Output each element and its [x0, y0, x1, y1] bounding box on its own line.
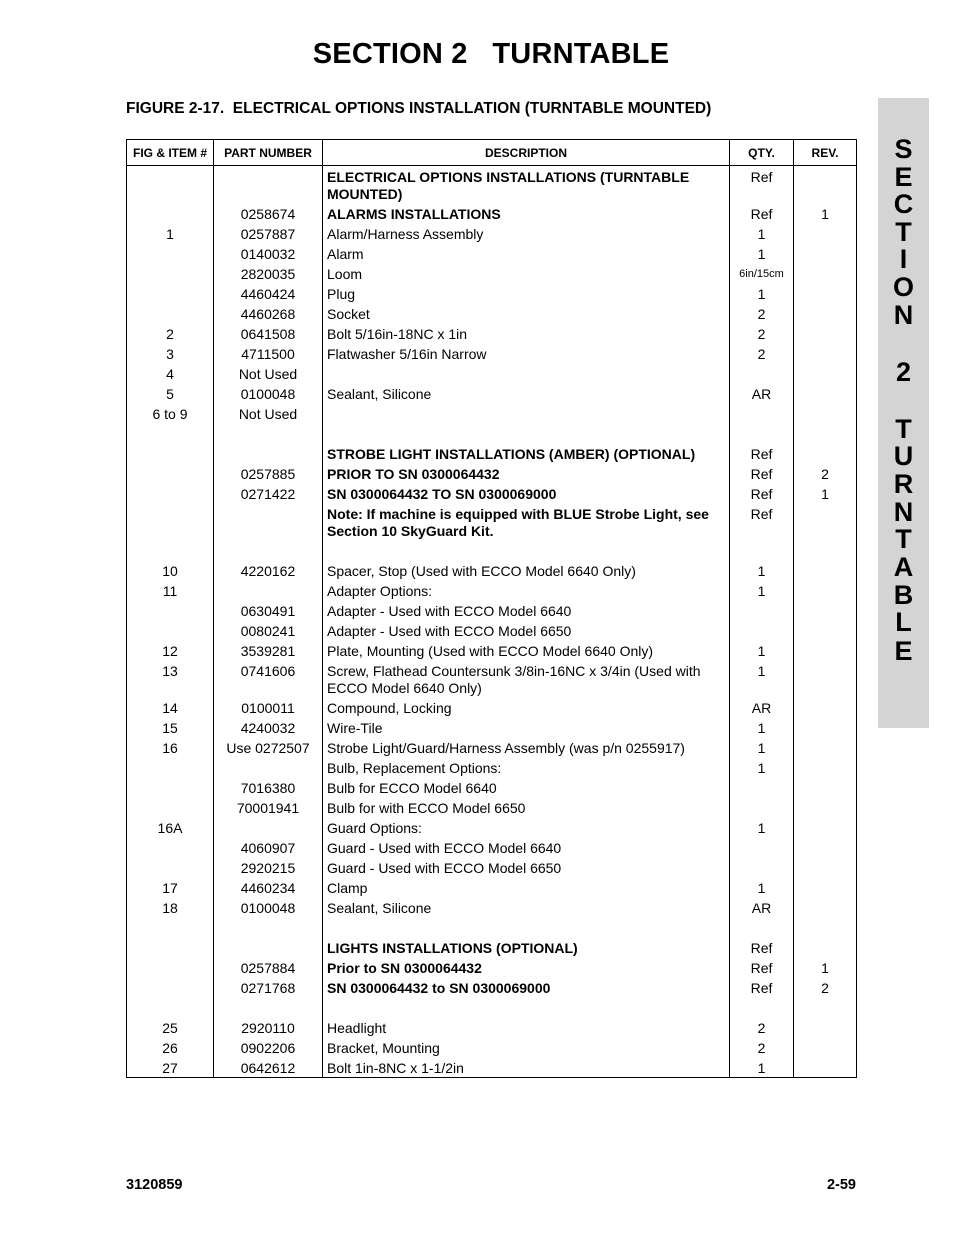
description-cell: ELECTRICAL OPTIONS INSTALLATIONS (TURNTABLE MOUNTED)	[323, 166, 730, 204]
tab-letter: U	[893, 441, 914, 471]
header-part-number: PART NUMBER	[214, 140, 323, 166]
rev-cell	[794, 897, 857, 917]
qty-cell: Ref	[730, 166, 794, 204]
table-row	[127, 977, 857, 997]
description-cell: LIGHTS INSTALLATIONS (OPTIONAL)	[323, 917, 730, 957]
part-number-cell: 70001941	[214, 797, 323, 817]
rev-cell	[794, 857, 857, 877]
tab-letter: E	[894, 636, 913, 666]
part-number-cell: 0642612	[214, 1057, 323, 1078]
table-row	[127, 1037, 857, 1057]
table-row	[127, 403, 857, 423]
tab-letter: T	[895, 217, 912, 247]
description-cell: Alarm/Harness Assembly	[323, 223, 730, 243]
fig-item-cell	[127, 303, 214, 323]
table-row	[127, 877, 857, 897]
rev-cell	[794, 697, 857, 717]
qty-cell: Ref	[730, 423, 794, 463]
table-row	[127, 737, 857, 757]
table-row	[127, 837, 857, 857]
rev-cell	[794, 917, 857, 957]
fig-item-cell: 10	[127, 540, 214, 580]
description-cell: Screw, Flathead Countersunk 3/8in-16NC x 3/4in (Used with ECCO Model 6640 Only)	[323, 660, 730, 697]
table-row	[127, 463, 857, 483]
rev-cell: 1	[794, 957, 857, 977]
part-number-cell: 4060907	[214, 837, 323, 857]
fig-item-cell	[127, 620, 214, 640]
table-row	[127, 697, 857, 717]
part-number-cell: Not Used	[214, 363, 323, 383]
part-number-cell: 0100048	[214, 383, 323, 403]
parts-table-body	[127, 166, 857, 1078]
rev-cell	[794, 600, 857, 620]
rev-cell	[794, 1057, 857, 1078]
table-row	[127, 166, 857, 204]
description-cell: Socket	[323, 303, 730, 323]
rev-cell	[794, 243, 857, 263]
rev-cell: 1	[794, 483, 857, 503]
section-title: SECTION 2 TURNTABLE	[312, 38, 670, 70]
part-number-cell: 4460424	[214, 283, 323, 303]
rev-cell	[794, 777, 857, 797]
fig-item-cell	[127, 243, 214, 263]
rev-cell	[794, 303, 857, 323]
description-cell: Plate, Mounting (Used with ECCO Model 6640 Only)	[323, 640, 730, 660]
part-number-cell	[214, 423, 323, 463]
rev-cell	[794, 343, 857, 363]
rev-cell	[794, 540, 857, 580]
description-cell: Headlight	[323, 997, 730, 1037]
fig-item-cell	[127, 600, 214, 620]
part-number-cell: 0257887	[214, 223, 323, 243]
description-cell: Adapter - Used with ECCO Model 6640	[323, 600, 730, 620]
fig-item-cell: 18	[127, 897, 214, 917]
description-cell: PRIOR TO SN 0300064432	[323, 463, 730, 483]
rev-cell	[794, 166, 857, 204]
rev-cell	[794, 837, 857, 857]
description-cell: Guard Options:	[323, 817, 730, 837]
description-cell: STROBE LIGHT INSTALLATIONS (AMBER) (OPTIONAL)	[323, 423, 730, 463]
fig-item-cell	[127, 483, 214, 503]
rev-cell	[794, 263, 857, 283]
part-number-cell: 4711500	[214, 343, 323, 363]
part-number-cell: 0258674	[214, 203, 323, 223]
table-row	[127, 997, 857, 1037]
tab-letter: N	[893, 300, 914, 330]
rev-cell: 1	[794, 203, 857, 223]
rev-cell	[794, 383, 857, 403]
figure-title: FIGURE 2-17. ELECTRICAL OPTIONS INSTALLATION (TURNTABLE MOUNTED)	[126, 100, 712, 117]
table-row	[127, 777, 857, 797]
rev-cell	[794, 877, 857, 897]
fig-item-cell: 13	[127, 660, 214, 697]
description-cell: Sealant, Silicone	[323, 383, 730, 403]
qty-cell	[730, 363, 794, 383]
tab-letter: 2	[895, 357, 912, 387]
table-row	[127, 223, 857, 243]
table-row	[127, 540, 857, 580]
qty-cell: 1	[730, 737, 794, 757]
table-row	[127, 957, 857, 977]
fig-item-cell	[127, 837, 214, 857]
part-number-cell: 4460268	[214, 303, 323, 323]
part-number-cell	[214, 580, 323, 600]
rev-cell	[794, 223, 857, 243]
qty-cell: 1	[730, 717, 794, 737]
rev-cell	[794, 737, 857, 757]
table-row	[127, 363, 857, 383]
part-number-cell: 4240032	[214, 717, 323, 737]
qty-cell: 2	[730, 1037, 794, 1057]
table-row	[127, 283, 857, 303]
table-header-row	[127, 140, 857, 166]
description-cell: Bulb for with ECCO Model 6650	[323, 797, 730, 817]
qty-cell: 1	[730, 817, 794, 837]
table-row	[127, 897, 857, 917]
rev-cell	[794, 1037, 857, 1057]
qty-cell: 6in/15cm	[730, 263, 794, 283]
rev-cell	[794, 797, 857, 817]
part-number-cell: 2820035	[214, 263, 323, 283]
description-cell	[323, 403, 730, 423]
qty-cell: 2	[730, 997, 794, 1037]
qty-cell	[730, 837, 794, 857]
fig-item-cell	[127, 857, 214, 877]
part-number-cell: 0140032	[214, 243, 323, 263]
description-cell: Flatwasher 5/16in Narrow	[323, 343, 730, 363]
part-number-cell: 3539281	[214, 640, 323, 660]
description-cell: Alarm	[323, 243, 730, 263]
table-row	[127, 383, 857, 403]
description-cell: Guard - Used with ECCO Model 6650	[323, 857, 730, 877]
tab-letter: N	[893, 497, 914, 527]
section-side-tab	[878, 98, 929, 728]
description-cell	[323, 363, 730, 383]
description-cell: SN 0300064432 to SN 0300069000	[323, 977, 730, 997]
table-row	[127, 797, 857, 817]
qty-cell: Ref	[730, 957, 794, 977]
table-row	[127, 857, 857, 877]
fig-item-cell: 27	[127, 1057, 214, 1078]
rev-cell	[794, 757, 857, 777]
description-cell: Clamp	[323, 877, 730, 897]
description-cell: Adapter Options:	[323, 580, 730, 600]
fig-item-cell: 12	[127, 640, 214, 660]
qty-cell: Ref	[730, 977, 794, 997]
part-number-cell: 2920215	[214, 857, 323, 877]
table-row	[127, 660, 857, 697]
table-row	[127, 243, 857, 263]
table-row	[127, 717, 857, 737]
fig-item-cell: 16A	[127, 817, 214, 837]
rev-cell	[794, 640, 857, 660]
tab-letter: B	[893, 580, 914, 610]
description-cell: Guard - Used with ECCO Model 6640	[323, 837, 730, 857]
description-cell: Loom	[323, 263, 730, 283]
rev-cell	[794, 660, 857, 697]
part-number-cell: 0100011	[214, 697, 323, 717]
table-row	[127, 917, 857, 957]
qty-cell: 1	[730, 1057, 794, 1078]
table-row	[127, 1057, 857, 1078]
description-cell: Sealant, Silicone	[323, 897, 730, 917]
qty-cell: 2	[730, 323, 794, 343]
header-fig-item: FIG & ITEM #	[127, 140, 214, 166]
part-number-cell: Not Used	[214, 403, 323, 423]
part-number-cell: 4460234	[214, 877, 323, 897]
table-row	[127, 640, 857, 660]
tab-letter: C	[893, 189, 914, 219]
doc-number: 3120859	[126, 1177, 183, 1193]
rev-cell	[794, 817, 857, 837]
tab-letter: L	[895, 607, 912, 637]
tab-letter: R	[893, 469, 914, 499]
qty-cell: 1	[730, 580, 794, 600]
description-cell: Wire-Tile	[323, 717, 730, 737]
rev-cell	[794, 580, 857, 600]
description-cell: Spacer, Stop (Used with ECCO Model 6640 Only)	[323, 540, 730, 580]
fig-item-cell: 4	[127, 363, 214, 383]
qty-cell: 1	[730, 283, 794, 303]
fig-item-cell	[127, 757, 214, 777]
fig-item-cell	[127, 203, 214, 223]
fig-item-cell	[127, 423, 214, 463]
part-number-cell: 0100048	[214, 897, 323, 917]
description-cell: Strobe Light/Guard/Harness Assembly (was p/n 0255917)	[323, 737, 730, 757]
description-cell: Bracket, Mounting	[323, 1037, 730, 1057]
tab-letter: I	[899, 244, 908, 274]
qty-cell: 1	[730, 540, 794, 580]
fig-item-cell	[127, 917, 214, 957]
qty-cell: 1	[730, 243, 794, 263]
table-row	[127, 343, 857, 363]
part-number-cell: Use 0272507	[214, 737, 323, 757]
part-number-cell: 4220162	[214, 540, 323, 580]
table-row	[127, 580, 857, 600]
part-number-cell: 0257884	[214, 957, 323, 977]
part-number-cell: 0902206	[214, 1037, 323, 1057]
part-number-cell: 0080241	[214, 620, 323, 640]
description-cell: Adapter - Used with ECCO Model 6650	[323, 620, 730, 640]
tab-letter: O	[892, 272, 914, 302]
fig-item-cell: 16	[127, 737, 214, 757]
part-number-cell: 2920110	[214, 997, 323, 1037]
qty-cell: 1	[730, 640, 794, 660]
fig-item-cell: 14	[127, 697, 214, 717]
qty-cell: 1	[730, 223, 794, 243]
description-cell: Plug	[323, 283, 730, 303]
table-row	[127, 817, 857, 837]
rev-cell	[794, 997, 857, 1037]
table-row	[127, 600, 857, 620]
table-row	[127, 323, 857, 343]
page-number: 2-59	[826, 1177, 856, 1193]
tab-letter: E	[894, 162, 913, 192]
qty-cell	[730, 620, 794, 640]
qty-cell: 2	[730, 343, 794, 363]
fig-item-cell: 17	[127, 877, 214, 897]
part-number-cell: 0257885	[214, 463, 323, 483]
fig-item-cell	[127, 166, 214, 204]
fig-item-cell	[127, 503, 214, 540]
table-row	[127, 503, 857, 540]
part-number-cell: 0271422	[214, 483, 323, 503]
fig-item-cell: 26	[127, 1037, 214, 1057]
part-number-cell	[214, 166, 323, 204]
qty-cell: Ref	[730, 503, 794, 540]
fig-item-cell	[127, 777, 214, 797]
qty-cell	[730, 857, 794, 877]
description-cell: ALARMS INSTALLATIONS	[323, 203, 730, 223]
qty-cell: 1	[730, 757, 794, 777]
qty-cell: Ref	[730, 463, 794, 483]
part-number-cell	[214, 757, 323, 777]
fig-item-cell: 6 to 9	[127, 403, 214, 423]
table-row	[127, 303, 857, 323]
fig-item-cell: 11	[127, 580, 214, 600]
description-cell: Note: If machine is equipped with BLUE Strobe Light, see Section 10 SkyGuard Kit.	[323, 503, 730, 540]
qty-cell: 2	[730, 303, 794, 323]
part-number-cell: 0630491	[214, 600, 323, 620]
description-cell: SN 0300064432 TO SN 0300069000	[323, 483, 730, 503]
rev-cell	[794, 423, 857, 463]
rev-cell	[794, 620, 857, 640]
tab-letter: S	[894, 134, 913, 164]
table-row	[127, 203, 857, 223]
part-number-cell	[214, 817, 323, 837]
qty-cell: Ref	[730, 203, 794, 223]
qty-cell: 1	[730, 660, 794, 697]
qty-cell: AR	[730, 383, 794, 403]
table-row	[127, 620, 857, 640]
part-number-cell: 0741606	[214, 660, 323, 697]
table-row	[127, 757, 857, 777]
fig-item-cell: 3	[127, 343, 214, 363]
tab-letter: A	[893, 552, 914, 582]
parts-table	[126, 139, 857, 1078]
tab-letter: T	[895, 524, 912, 554]
qty-cell: Ref	[730, 917, 794, 957]
fig-item-cell	[127, 463, 214, 483]
table-row	[127, 263, 857, 283]
fig-item-cell	[127, 283, 214, 303]
fig-item-cell	[127, 957, 214, 977]
part-number-cell	[214, 503, 323, 540]
fig-item-cell: 2	[127, 323, 214, 343]
table-row	[127, 423, 857, 463]
fig-item-cell	[127, 797, 214, 817]
part-number-cell: 0271768	[214, 977, 323, 997]
qty-cell	[730, 797, 794, 817]
header-rev: REV.	[794, 140, 857, 166]
part-number-cell: 7016380	[214, 777, 323, 797]
rev-cell: 2	[794, 463, 857, 483]
header-qty: QTY.	[730, 140, 794, 166]
fig-item-cell	[127, 263, 214, 283]
qty-cell	[730, 600, 794, 620]
tab-letter: T	[895, 414, 912, 444]
rev-cell	[794, 717, 857, 737]
rev-cell	[794, 283, 857, 303]
qty-cell	[730, 403, 794, 423]
description-cell: Prior to SN 0300064432	[323, 957, 730, 977]
qty-cell: AR	[730, 697, 794, 717]
qty-cell: Ref	[730, 483, 794, 503]
qty-cell: 1	[730, 877, 794, 897]
part-number-cell	[214, 917, 323, 957]
rev-cell	[794, 503, 857, 540]
description-cell: Compound, Locking	[323, 697, 730, 717]
fig-item-cell: 25	[127, 997, 214, 1037]
description-cell: Bolt 5/16in-18NC x 1in	[323, 323, 730, 343]
fig-item-cell: 15	[127, 717, 214, 737]
rev-cell	[794, 323, 857, 343]
table-row	[127, 483, 857, 503]
rev-cell	[794, 403, 857, 423]
header-description: DESCRIPTION	[323, 140, 730, 166]
rev-cell: 2	[794, 977, 857, 997]
rev-cell	[794, 363, 857, 383]
fig-item-cell: 5	[127, 383, 214, 403]
fig-item-cell	[127, 977, 214, 997]
qty-cell	[730, 777, 794, 797]
fig-item-cell: 1	[127, 223, 214, 243]
description-cell: Bulb, Replacement Options:	[323, 757, 730, 777]
description-cell: Bolt 1in-8NC x 1-1/2in	[323, 1057, 730, 1078]
qty-cell: AR	[730, 897, 794, 917]
part-number-cell: 0641508	[214, 323, 323, 343]
description-cell: Bulb for ECCO Model 6640	[323, 777, 730, 797]
